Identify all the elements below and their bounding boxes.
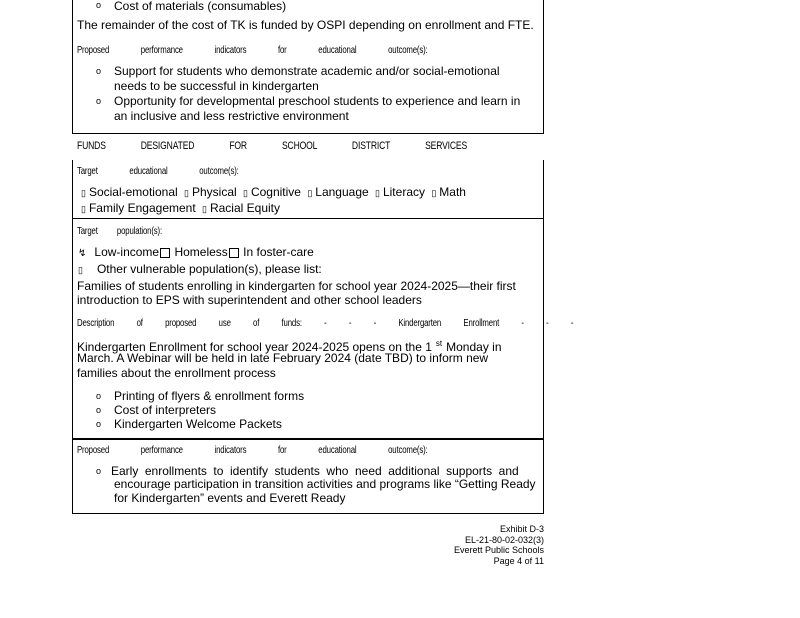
population-other: Other vulnerable population(s), please list: <box>96 262 322 276</box>
outcome-option: Math <box>439 185 466 199</box>
page-footer <box>454 524 544 566</box>
document-code: EL-21-80-02-032(3) <box>464 534 544 545</box>
outcome-option: Literacy <box>382 185 425 199</box>
funds-heading: FUNDS DESIGNATED FOR SCHOOL DISTRICT SERVICES <box>77 140 468 152</box>
description-bullet: Cost of interpreters <box>114 403 217 417</box>
page-number: Page 4 of 11 <box>493 555 544 566</box>
description-text: March. A Webinar will be held in late February 2024 (date TBD) to inform new <box>77 351 489 365</box>
target-outcomes-label: Target educational outcome(s): <box>77 166 239 177</box>
bullet-icon: o <box>96 96 102 106</box>
checked-icon[interactable]: ↯ <box>78 248 87 259</box>
outcome-option: Social-emotional <box>88 185 178 199</box>
proposed-text: encourage participation in transition activities and programs like “Getting Ready <box>114 477 536 491</box>
checkbox-icon[interactable]: ▯ <box>243 188 248 198</box>
bullet-text: Opportunity for developmental preschool students to experience and learn in <box>114 94 521 108</box>
bullet-icon: o <box>96 466 102 476</box>
exhibit-label: Exhibit D-3 <box>499 524 544 534</box>
population-option: Low-income <box>94 245 160 259</box>
checkbox-icon[interactable]: ▯ <box>431 188 437 198</box>
checkbox-icon[interactable]: ▯ <box>81 188 86 198</box>
population-option: In foster-care <box>243 245 314 259</box>
cost-item: Cost of materials (consumables) <box>114 0 287 13</box>
checkbox-icon[interactable]: ▯ <box>375 188 380 198</box>
population-option: Homeless <box>174 245 228 259</box>
description-bullet: Kindergarten Welcome Packets <box>114 417 282 431</box>
population-desc: Families of students enrolling in kindergarten for school year 2024-2025—their first <box>77 279 516 293</box>
bullet-text: an inclusive and less restrictive environment <box>114 109 349 123</box>
population-desc: introduction to EPS with superintendent and other school leaders <box>77 293 422 307</box>
bullet-icon: o <box>96 0 102 10</box>
outcome-option: Cognitive <box>250 185 301 199</box>
population-row-2 <box>78 262 322 278</box>
bullet-icon: o <box>96 419 102 429</box>
proposed-text: for Kindergarten” events and Everett Ready <box>114 491 346 505</box>
bullet-icon: o <box>96 391 102 401</box>
remainder-text: The remainder of the cost of TK is funded by OSPI depending on enrollment and FTE. <box>77 18 534 32</box>
description-bullet: Printing of flyers & enrollment forms <box>114 389 305 403</box>
description-line: Monday in <box>446 340 502 354</box>
description-text: families about the enrollment process <box>77 366 276 380</box>
checkbox-icon[interactable]: ▯ <box>184 188 189 198</box>
checkbox-icon[interactable]: ▯ <box>307 188 313 198</box>
checkbox-icon[interactable]: ▯ <box>202 204 207 214</box>
proposed-label-2: Proposed performance indicators for educational outcome(s): <box>77 445 428 456</box>
proposed-text: Early enrollments to identify students who need additional supports and <box>111 464 519 478</box>
bullet-icon: o <box>96 405 102 415</box>
checkbox-icon[interactable]: ▯ <box>78 265 83 275</box>
target-outcomes-row-1 <box>78 185 466 201</box>
outcome-option: Family Engagement <box>88 201 196 215</box>
outcome-option: Racial Equity <box>209 201 280 215</box>
bullet-icon: o <box>96 66 102 76</box>
description-line: Kindergarten Enrollment for school year 2024-2025 opens on the 1 <box>77 340 432 354</box>
population-row-1 <box>78 245 314 261</box>
checkbox-icon[interactable] <box>160 248 170 258</box>
proposed-label: Proposed performance indicators for educational outcome(s): <box>77 45 428 56</box>
checkbox-icon[interactable] <box>229 248 239 258</box>
bullet-text: needs to be successful in kindergarten <box>114 79 319 93</box>
target-population-label: Target population(s): <box>77 226 162 237</box>
bullet-text: Support for students who demonstrate academic and/or social-emotional <box>114 64 500 78</box>
outcome-option: Physical <box>191 185 237 199</box>
superscript: st <box>435 339 443 348</box>
organization-name: Everett Public Schools <box>453 545 544 555</box>
description-label: Description of proposed use of funds: - - - Kindergarten Enrollment - - - <box>77 318 574 329</box>
outcome-option: Language <box>315 185 369 199</box>
target-outcomes-row-2 <box>78 201 280 217</box>
checkbox-icon[interactable]: ▯ <box>81 204 86 214</box>
